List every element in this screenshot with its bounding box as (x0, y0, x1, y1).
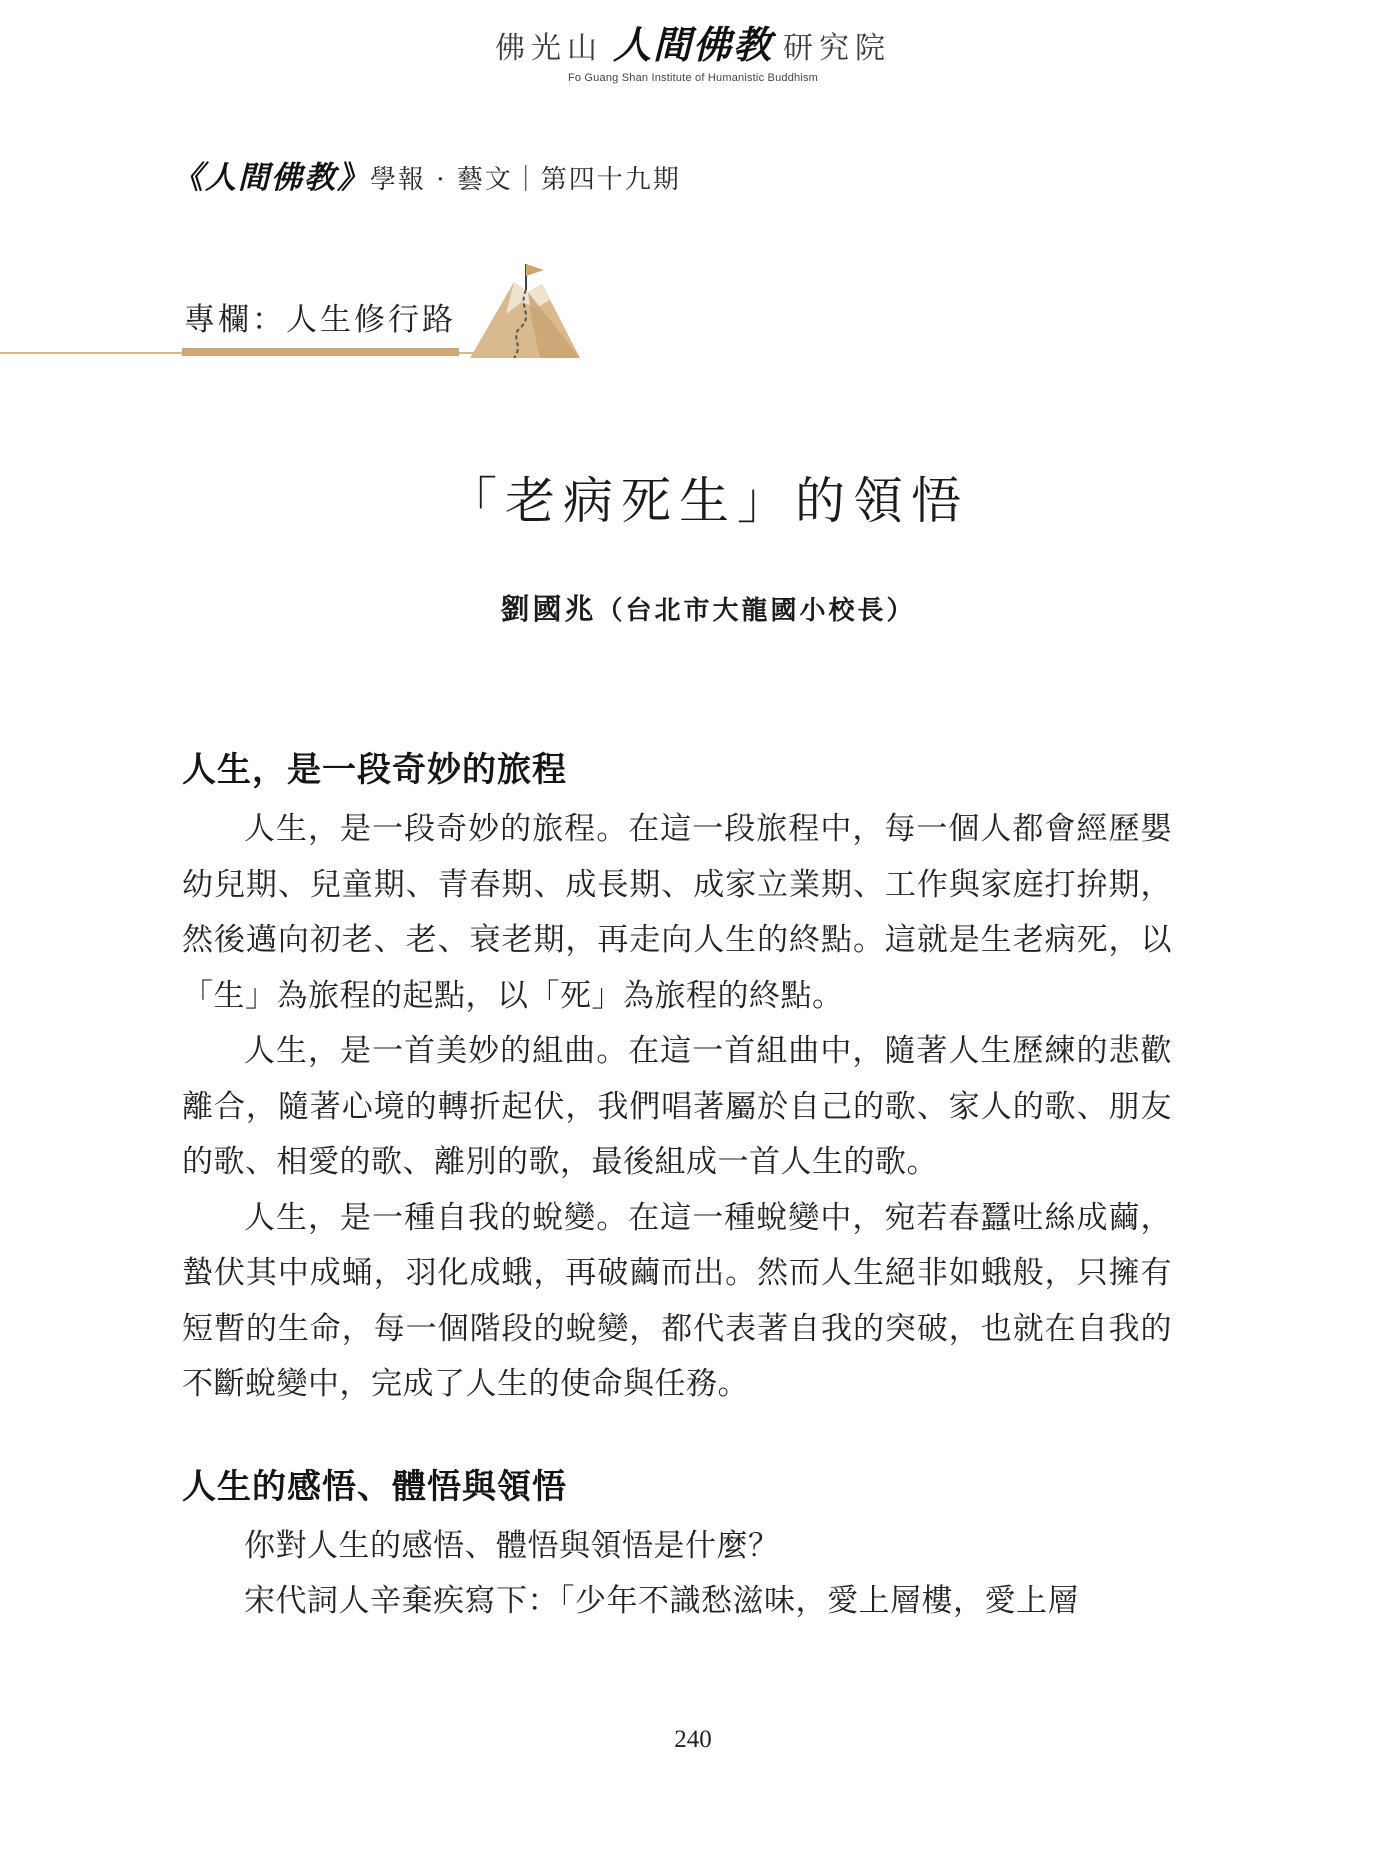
column-underline-bar (182, 348, 459, 356)
institute-header (0, 24, 1386, 84)
author-name: 劉國兆 (500, 592, 597, 626)
section-spacer (182, 1413, 1172, 1463)
column-label: 專欄：人生修行路 (184, 302, 456, 338)
institute-brand-logotype: 人間佛教 (612, 22, 773, 67)
institute-name (0, 24, 1386, 70)
institute-prefix: 佛光山 (494, 31, 603, 66)
section-1 (182, 746, 1172, 1413)
article-title: 「老病死生」的領悟 (447, 472, 969, 530)
paragraph: 宋代詞人辛棄疾寫下：「少年不識愁滋味，愛上層樓，愛上層 (244, 1583, 1079, 1619)
article-body (182, 746, 1172, 1630)
paragraph: 人生，是一段奇妙的旅程。在這一段旅程中，每一個人都會經歷嬰幼兒期、兒童期、青春期、成長期、成家立業期、工作與家庭打拚期，然後邁向初老、老、衰老期，再走向人生的終點。這就是生老病死，以「生」為旅程的起點，以「死」為旅程的終點。 (182, 811, 1172, 1014)
paragraph: 人生，是一首美妙的組曲。在這一首組曲中，隨著人生歷練的悲歡離合，隨著心境的轉折起伏，我們唱著屬於自己的歌、家人的歌、朋友的歌、相愛的歌、離別的歌，最後組成一首人生的歌。 (182, 1033, 1172, 1180)
journal-brand: 《人間佛教》 (172, 160, 370, 196)
section-2 (182, 1463, 1172, 1630)
journal-issue: 學報 · 藝文｜第四十九期 (370, 165, 681, 195)
paragraph: 你對人生的感悟、體悟與領悟是什麼？ (244, 1527, 780, 1564)
author-affiliation: （台北市大龍國小校長） (596, 596, 916, 626)
institute-suffix: 研究院 (783, 31, 891, 66)
mountain-flag-icon (470, 262, 580, 358)
page-number: 240 (674, 1726, 712, 1753)
journal-running-head (172, 158, 681, 200)
paragraph: 人生，是一種自我的蛻變。在這一種蛻變中，宛若春蠶吐絲成繭，蟄伏其中成蛹，羽化成蛾，再破繭而出。然而人生絕非如蛾般，只擁有短暫的生命，每一個階段的蛻變，都代表著自我的突破，也就在自我的不斷蛻變中，完成了人生的使命與任務。 (182, 1199, 1172, 1402)
section-heading: 人生的感悟、體悟與領悟 (182, 1466, 567, 1507)
institute-english-name: Fo Guang Shan Institute of Humanistic Buddhism (567, 72, 819, 84)
author-byline (0, 588, 1386, 632)
section-heading: 人生，是一段奇妙的旅程 (182, 750, 567, 790)
